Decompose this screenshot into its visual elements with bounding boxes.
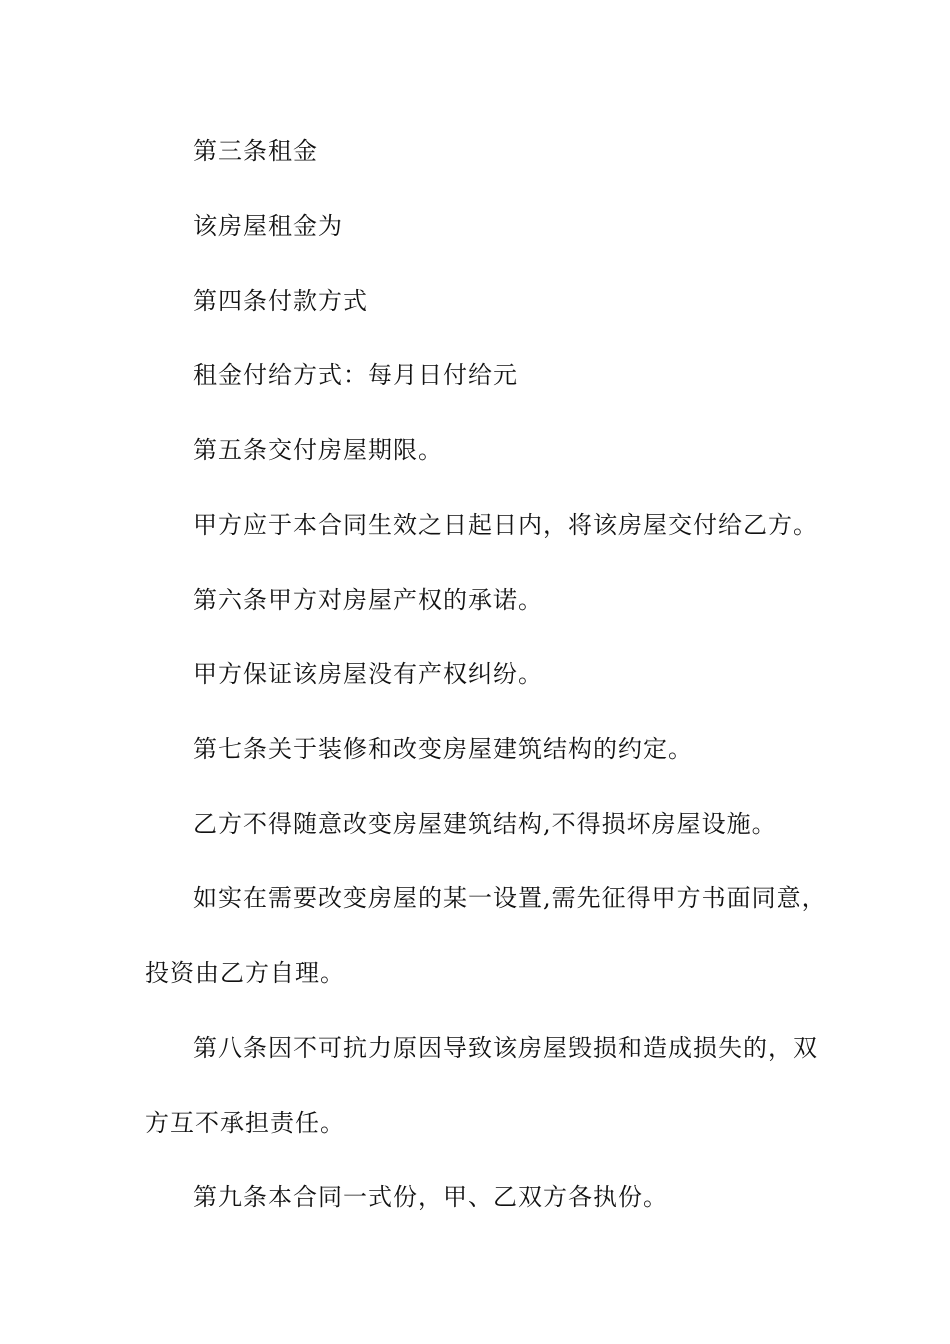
rent-amount-text: 该房屋租金为 <box>193 212 343 240</box>
article-8-text: 第八条因不可抗力原因导致该房屋毁损和造成损失的，双 <box>193 1034 818 1062</box>
modification-consent-continuation: 投资由乙方自理。 <box>145 959 345 987</box>
article-9-text: 第九条本合同一式份，甲、乙双方各执份。 <box>193 1183 668 1211</box>
modification-consent-text: 如实在需要改变房屋的某一设置,需先征得甲方书面同意， <box>193 884 827 912</box>
article-7-heading: 第七条关于装修和改变房屋建筑结构的约定。 <box>193 735 693 763</box>
property-rights-text: 甲方保证该房屋没有产权纠纷。 <box>193 660 543 688</box>
article-3-heading: 第三条租金 <box>193 137 318 165</box>
delivery-deadline-text: 甲方应于本合同生效之日起日内，将该房屋交付给乙方。 <box>193 511 818 539</box>
article-8-continuation: 方互不承担责任。 <box>145 1109 345 1137</box>
structure-restriction-text: 乙方不得随意改变房屋建筑结构,不得损坏房屋设施。 <box>193 810 777 838</box>
article-5-heading: 第五条交付房屋期限。 <box>193 436 443 464</box>
article-4-heading: 第四条付款方式 <box>193 287 368 315</box>
payment-method-text: 租金付给方式：每月日付给元 <box>193 361 518 389</box>
article-6-heading: 第六条甲方对房屋产权的承诺。 <box>193 586 543 614</box>
